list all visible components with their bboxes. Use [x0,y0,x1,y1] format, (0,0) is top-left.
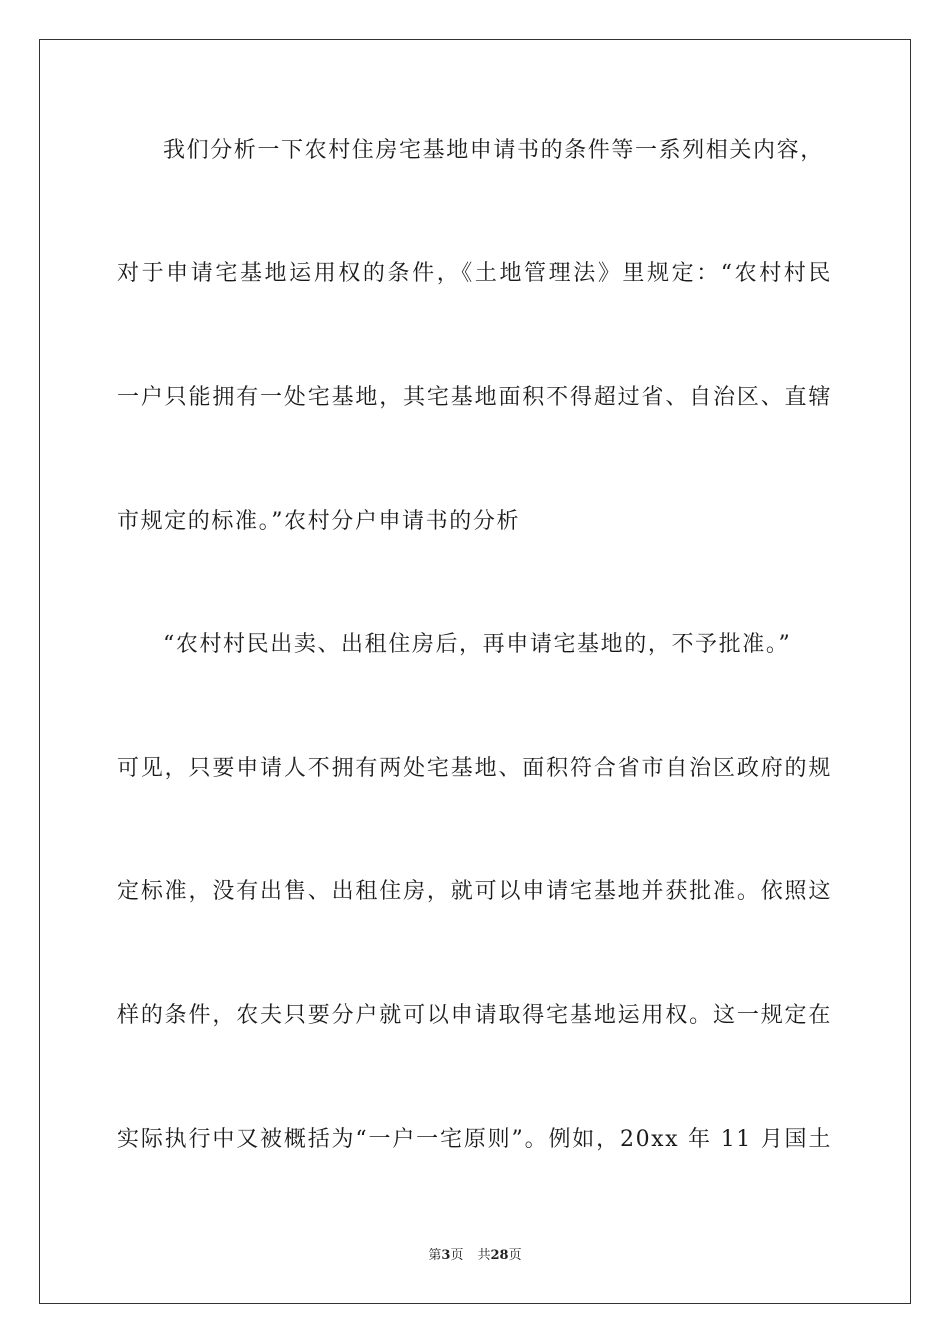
page-footer [0,1247,950,1265]
paragraph-line-9: 实际执行中又被概括为“一户一宅原则”。例如，20xx 年 11 月国土 [117,1127,832,1152]
page-suffix: 页 [450,1248,464,1263]
total-page-count: 28 [490,1248,509,1263]
paragraph-line-4: 市规定的标准。”农村分户申请书的分析 [117,509,521,534]
total-suffix: 页 [508,1248,522,1263]
paragraph-line-8: 样的条件，农夫只要分户就可以申请取得宅基地运用权。这一规定在 [117,1003,832,1028]
paragraph-line-2: 对于申请宅基地运用权的条件，《土地管理法》里规定：“农村村民 [117,261,832,286]
current-page-number: 3 [441,1248,451,1263]
page-border [39,39,911,1304]
paragraph-line-7: 定标准，没有出售、出租住房，就可以申请宅基地并获批准。依照这 [117,879,832,904]
paragraph-line-6: 可见，只要申请人不拥有两处宅基地、面积符合省市自治区政府的规 [117,756,832,781]
paragraph-line-5: “农村村民出卖、出租住房后，再申请宅基地的，不予批准。” [163,632,792,657]
paragraph-line-1: 我们分析一下农村住房宅基地申请书的条件等一系列相关内容， [163,138,824,163]
total-prefix: 共 [477,1248,491,1263]
page-prefix: 第 [428,1248,442,1263]
paragraph-line-3: 一户只能拥有一处宅基地，其宅基地面积不得超过省、自治区、直辖 [117,385,832,410]
